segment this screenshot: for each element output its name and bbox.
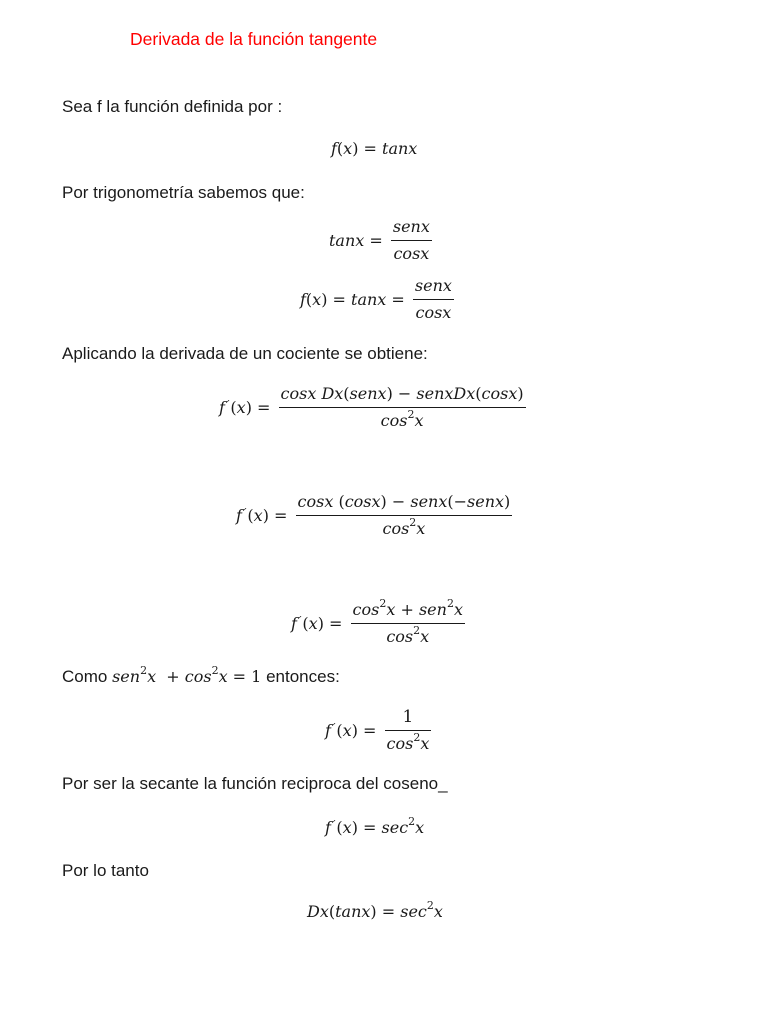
paragraph-identity-prefix: Como — [62, 667, 113, 686]
equation-derivative-step1: f ´ ( x ) = $\frac{\text{cosx Dx(senx) − senxDx(cosx)}}{\cos^2x}$ — [219, 384, 524, 430]
equation-derivative-secant: f ´ ( x ) = $\sec^2x$ — [325, 814, 425, 837]
paragraph-pythagorean-identity — [62, 663, 340, 687]
equation-derivative-step3: f ´ ( x ) = $\frac{\cos^2x + sen^2x}{\cos^2x}$ — [291, 596, 463, 646]
inline-identity: $sen^2x + \cos^2x = 1$ — [112, 663, 262, 686]
equation-derivative-step4: f ´ ( x ) = $\frac{1}{\cos^2x}$ — [325, 707, 430, 753]
equation-tan-identity: tanx = $\frac{\text{senx}}{\cos x}$ — [329, 217, 430, 263]
equation-final-result: Dx ( tanx ) = $\sec^2x$ — [307, 898, 443, 921]
equation-f-quotient: f ( x ) = tanx = $\frac{\text{senx}}{\cos x}$ — [300, 276, 452, 322]
document-title: Derivada de la función tangente — [130, 29, 378, 49]
equation-f-definition: f ( x ) = tanx — [331, 139, 418, 158]
equation-derivative-step2: f ´ ( x ) = $\frac{\text{cosx (cosx) − senx(−senx)}}{\cos^2x}$ — [236, 492, 511, 538]
paragraph-therefore: Por lo tanto — [62, 861, 149, 880]
paragraph-identity-suffix: entonces: — [261, 667, 340, 686]
paragraph-definition: Sea f la función definida por : — [62, 97, 283, 116]
paragraph-trigonometry: Por trigonometría sabemos que: — [62, 183, 305, 202]
paragraph-secant: Por ser la secante la función reciproca del coseno_ — [62, 774, 448, 793]
paragraph-quotient-rule: Aplicando la derivada de un cociente se obtiene: — [62, 344, 428, 363]
